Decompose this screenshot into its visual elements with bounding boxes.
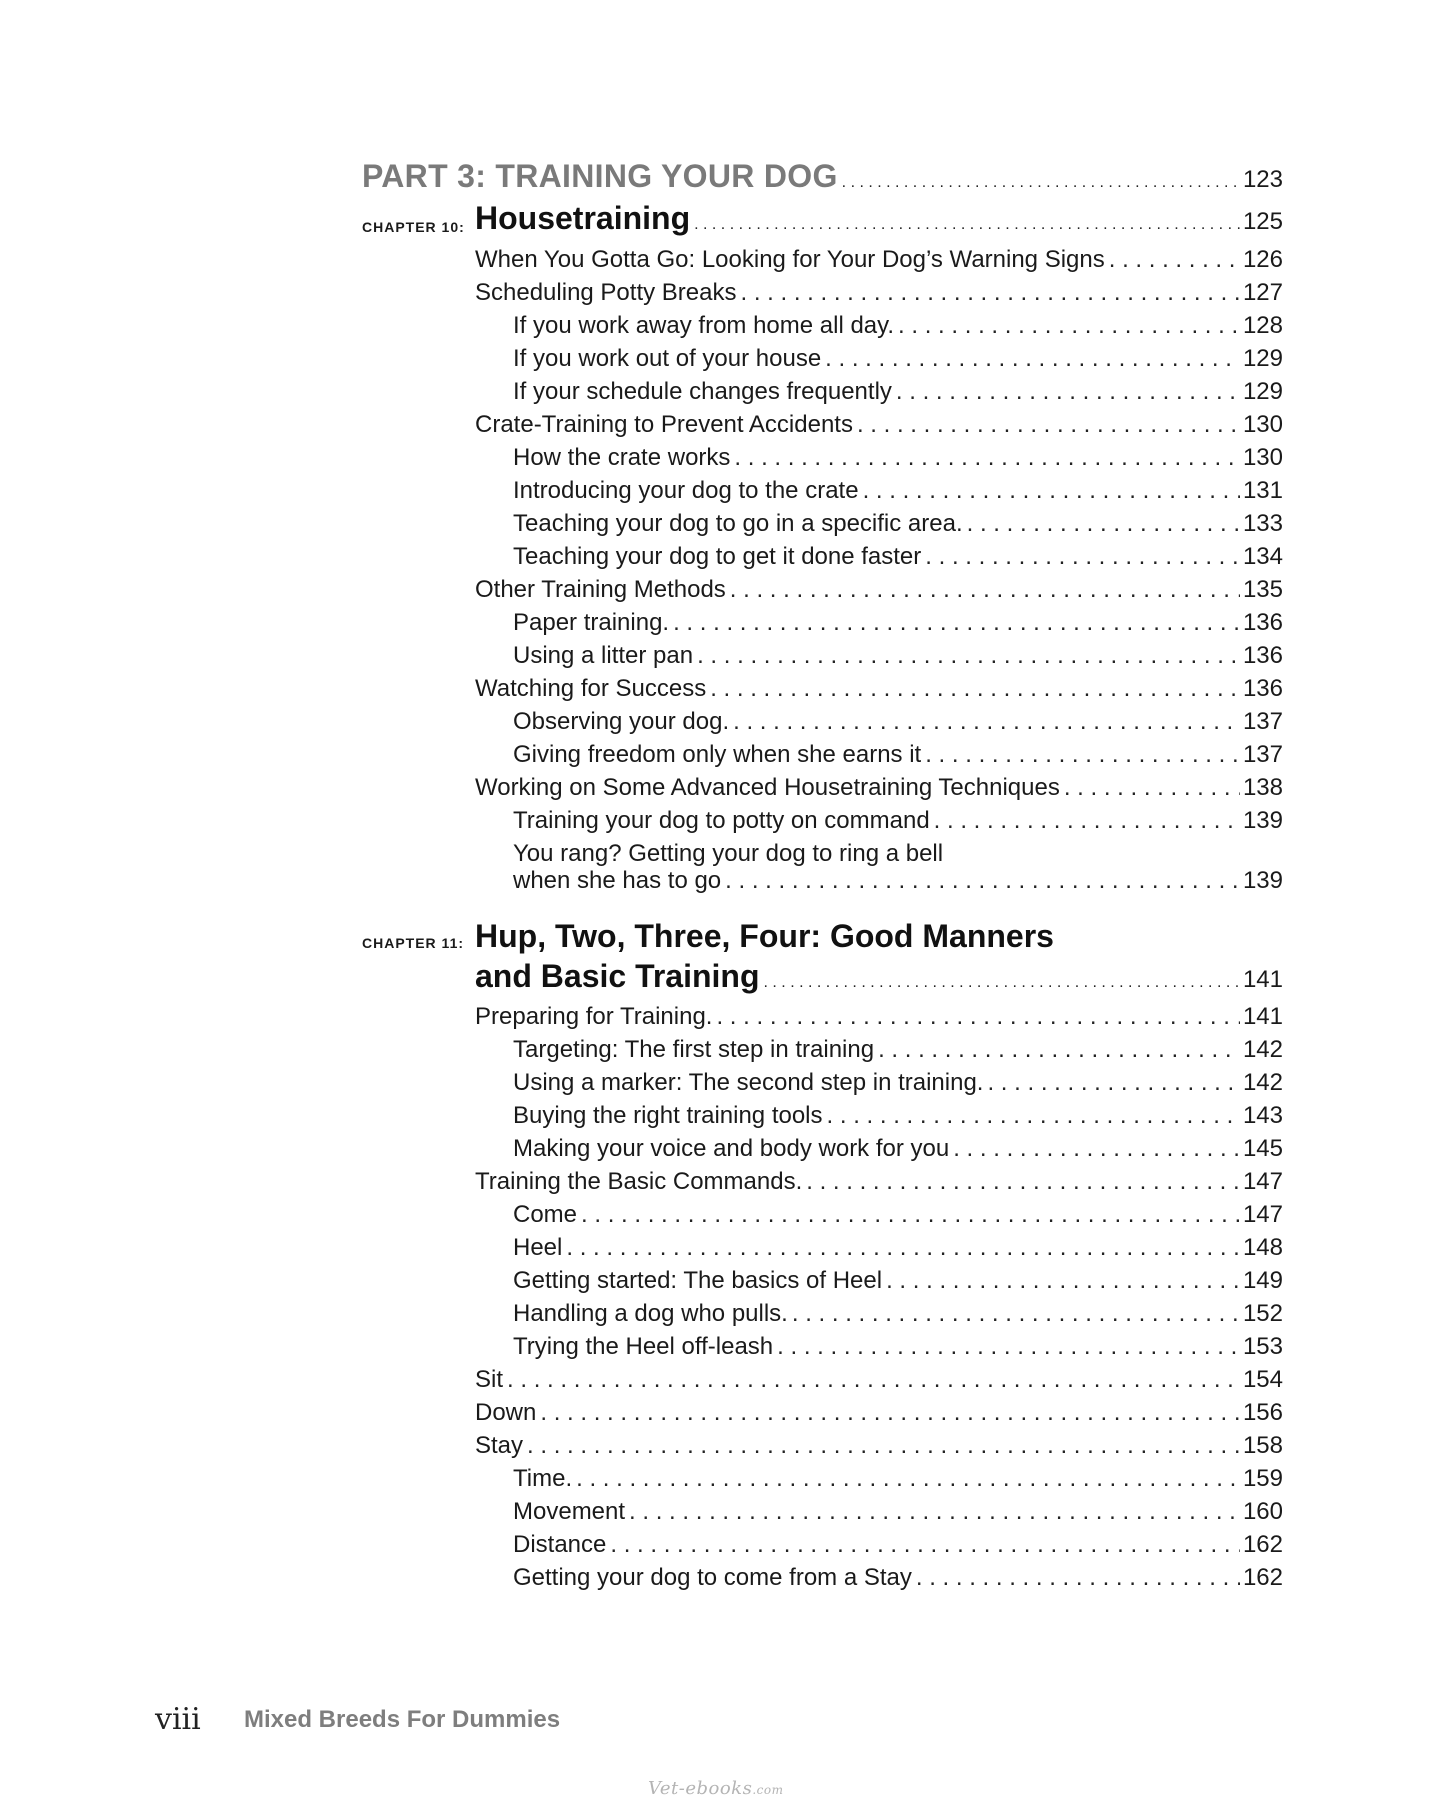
entry-title: How the crate works: [513, 444, 731, 471]
dot-leader: [576, 1465, 1240, 1493]
entry-title: Preparing for Training.: [475, 1003, 713, 1030]
dot-leader: [934, 807, 1240, 835]
dot-leader: [1109, 246, 1240, 274]
entry-page-number: 142: [1242, 1036, 1283, 1063]
toc-entry[interactable]: [475, 246, 1283, 276]
entry-page-number: 149: [1242, 1267, 1283, 1294]
dot-leader: [527, 1432, 1240, 1460]
toc-entry[interactable]: [513, 1564, 1283, 1594]
toc-entry[interactable]: [513, 345, 1283, 375]
toc-entry[interactable]: [513, 1135, 1283, 1165]
dot-leader: [581, 1201, 1240, 1229]
toc-entry[interactable]: [513, 1102, 1283, 1132]
entry-page-number: 137: [1242, 708, 1283, 735]
toc-entry[interactable]: [513, 1333, 1283, 1363]
entry-page-number: 138: [1242, 774, 1283, 801]
chapter-heading[interactable]: [475, 958, 1283, 1000]
entry-title: Observing your dog.: [513, 708, 730, 735]
toc-entry[interactable]: [513, 741, 1283, 771]
dot-leader: [716, 1003, 1239, 1031]
entry-title: If your schedule changes frequently: [513, 378, 892, 405]
entry-page-number: 131: [1242, 477, 1283, 504]
dot-leader: [878, 1036, 1240, 1064]
entry-page-number: 160: [1242, 1498, 1283, 1525]
entry-title: Heel: [513, 1234, 563, 1261]
toc-entry[interactable]: [513, 477, 1283, 507]
chapter-title: Housetraining: [475, 200, 691, 236]
entry-page-number: 129: [1242, 345, 1283, 372]
dot-leader: [694, 216, 1240, 234]
toc-entry[interactable]: [513, 1465, 1283, 1495]
entry-title: Time.: [513, 1465, 573, 1492]
entry-page-number: 145: [1242, 1135, 1283, 1162]
chapter-label: CHAPTER 10:: [362, 219, 465, 235]
entry-page-number: 136: [1242, 642, 1283, 669]
entry-title: Working on Some Advanced Housetraining Techniques: [475, 774, 1060, 801]
dot-leader: [925, 543, 1240, 571]
chapter-page-number: 141: [1242, 966, 1283, 993]
entry-title: Teaching your dog to go in a specific area.: [513, 510, 963, 537]
part-page-number: 123: [1242, 166, 1283, 193]
footer-book-title: Mixed Breeds For Dummies: [244, 1706, 561, 1733]
entry-page-number: 126: [1242, 246, 1283, 273]
dot-leader: [777, 1333, 1240, 1361]
toc-entry[interactable]: [513, 867, 1283, 897]
toc-entry[interactable]: [475, 1003, 1283, 1033]
entry-page-number: 135: [1242, 576, 1283, 603]
dot-leader: [1064, 774, 1240, 802]
entry-title: Distance: [513, 1531, 607, 1558]
dot-leader: [863, 477, 1240, 505]
entry-title: Teaching your dog to get it done faster: [513, 543, 922, 570]
dot-leader: [827, 1102, 1240, 1130]
chapter-title: and Basic Training: [475, 958, 760, 994]
entry-title: Introducing your dog to the crate: [513, 477, 859, 504]
entry-title: Training your dog to potty on command: [513, 807, 930, 834]
toc-entry[interactable]: [513, 1201, 1283, 1231]
dot-leader: [507, 1366, 1240, 1394]
dot-leader: [540, 1399, 1240, 1427]
dot-leader: [967, 510, 1240, 538]
entry-page-number: 147: [1242, 1201, 1283, 1228]
toc-entry[interactable]: [475, 279, 1283, 309]
toc-entry[interactable]: [513, 1498, 1283, 1528]
entry-title: Getting your dog to come from a Stay: [513, 1564, 912, 1591]
entry-page-number: 139: [1242, 807, 1283, 834]
toc-entry[interactable]: [513, 543, 1283, 573]
toc-entry[interactable]: [513, 378, 1283, 408]
dot-leader: [733, 708, 1240, 736]
entry-title: Trying the Heel off-leash: [513, 1333, 774, 1360]
footer-page-number: viii: [155, 1702, 201, 1737]
dot-leader: [740, 279, 1239, 307]
entry-title: Training the Basic Commands.: [475, 1168, 803, 1195]
entry-title: Sit: [475, 1366, 504, 1393]
entry-page-number: 136: [1242, 675, 1283, 702]
entry-title: Down: [475, 1399, 537, 1426]
dot-leader: [842, 174, 1240, 192]
toc-entry[interactable]: [513, 1069, 1283, 1099]
entry-page-number: 162: [1242, 1531, 1283, 1558]
chapter-heading[interactable]: [475, 200, 1283, 242]
entry-title: Using a litter pan: [513, 642, 694, 669]
entry-page-number: 142: [1242, 1069, 1283, 1096]
toc-entry[interactable]: [513, 642, 1283, 672]
dot-leader: [987, 1069, 1239, 1097]
entry-page-number: 143: [1242, 1102, 1283, 1129]
entry-title: Other Training Methods: [475, 576, 726, 603]
entry-page-number: 134: [1242, 543, 1283, 570]
part-title: PART 3: TRAINING YOUR DOG: [362, 158, 838, 194]
dot-leader: [764, 974, 1240, 992]
toc-entry[interactable]: [513, 1036, 1283, 1066]
entry-page-number: 129: [1242, 378, 1283, 405]
entry-page-number: 136: [1242, 609, 1283, 636]
dot-leader: [896, 378, 1240, 406]
chapter-label: CHAPTER 11:: [362, 935, 465, 951]
toc-entry[interactable]: [513, 609, 1283, 639]
toc-entry[interactable]: [475, 1366, 1283, 1396]
toc-entry[interactable]: [475, 675, 1283, 705]
entry-title: Come: [513, 1201, 578, 1228]
dot-leader: [566, 1234, 1240, 1262]
toc-entry[interactable]: [475, 576, 1283, 606]
toc-entry[interactable]: [475, 411, 1283, 441]
entry-title: Using a marker: The second step in training.: [513, 1069, 984, 1096]
entry-page-number: 158: [1242, 1432, 1283, 1459]
entry-page-number: 159: [1242, 1465, 1283, 1492]
entry-title: when she has to go: [513, 867, 722, 894]
dot-leader: [792, 1300, 1240, 1328]
watermark-domain: .com: [752, 1783, 784, 1797]
chapter-page-number: 125: [1242, 208, 1283, 235]
entry-page-number: 127: [1242, 279, 1283, 306]
entry-page-number: 139: [1242, 867, 1283, 894]
entry-title: Getting started: The basics of Heel: [513, 1267, 883, 1294]
dot-leader: [673, 609, 1240, 637]
dot-leader: [629, 1498, 1240, 1526]
toc-entry[interactable]: [513, 444, 1283, 474]
dot-leader: [725, 867, 1240, 895]
toc-entry[interactable]: [513, 708, 1283, 738]
entry-page-number: 128: [1242, 312, 1283, 339]
entry-page-number: 153: [1242, 1333, 1283, 1360]
entry-page-number: 152: [1242, 1300, 1283, 1327]
entry-page-number: 162: [1242, 1564, 1283, 1591]
toc-entry[interactable]: [475, 1399, 1283, 1429]
entry-title: When You Gotta Go: Looking for Your Dog’s Warning Signs: [475, 246, 1105, 273]
toc-entry[interactable]: [475, 774, 1283, 804]
toc-entry[interactable]: [513, 1300, 1283, 1330]
entry-title: Paper training.: [513, 609, 670, 636]
entry-title: Crate-Training to Prevent Accidents: [475, 411, 853, 438]
dot-leader: [610, 1531, 1240, 1559]
dot-leader: [925, 741, 1240, 769]
dot-leader: [886, 1267, 1240, 1295]
entry-title: Targeting: The first step in training: [513, 1036, 875, 1063]
dot-leader: [806, 1168, 1240, 1196]
toc-entry[interactable]: [475, 1168, 1283, 1198]
entry-title: Stay: [475, 1432, 524, 1459]
entry-page-number: 156: [1242, 1399, 1283, 1426]
dot-leader: [953, 1135, 1240, 1163]
chapter-title-line1[interactable]: Hup, Two, Three, Four: Good Manners: [475, 918, 1054, 954]
toc-entry[interactable]: [475, 1432, 1283, 1462]
dot-leader: [710, 675, 1240, 703]
entry-title: If you work away from home all day.: [513, 312, 895, 339]
entry-page-number: 133: [1242, 510, 1283, 537]
entry-page-number: 147: [1242, 1168, 1283, 1195]
toc-entry[interactable]: [513, 1531, 1283, 1561]
entry-page-number: 141: [1242, 1003, 1283, 1030]
entry-page-number: 148: [1242, 1234, 1283, 1261]
watermark-name: Vet-ebooks: [648, 1778, 753, 1799]
toc-entry[interactable]: [513, 1234, 1283, 1264]
entry-title-line1[interactable]: You rang? Getting your dog to ring a bell: [513, 840, 944, 867]
part-heading[interactable]: [362, 158, 1283, 198]
dot-leader: [697, 642, 1240, 670]
dot-leader: [730, 576, 1240, 604]
entry-page-number: 130: [1242, 411, 1283, 438]
entry-title: Scheduling Potty Breaks: [475, 279, 737, 306]
entry-title: Buying the right training tools: [513, 1102, 823, 1129]
entry-title: Making your voice and body work for you: [513, 1135, 950, 1162]
entry-page-number: 130: [1242, 444, 1283, 471]
dot-leader: [825, 345, 1240, 373]
toc-entry[interactable]: [513, 1267, 1283, 1297]
entry-title: Handling a dog who pulls.: [513, 1300, 788, 1327]
toc-entry[interactable]: [513, 807, 1283, 837]
entry-title: If you work out of your house: [513, 345, 822, 372]
dot-leader: [734, 444, 1240, 472]
entry-page-number: 154: [1242, 1366, 1283, 1393]
dot-leader: [898, 312, 1240, 340]
entry-title: Giving freedom only when she earns it: [513, 741, 922, 768]
toc-entry[interactable]: [513, 312, 1283, 342]
entry-title: Watching for Success: [475, 675, 707, 702]
entry-title: Movement: [513, 1498, 626, 1525]
watermark-logo: [648, 1778, 783, 1799]
toc-entry[interactable]: [513, 510, 1283, 540]
dot-leader: [857, 411, 1240, 439]
entry-page-number: 137: [1242, 741, 1283, 768]
dot-leader: [916, 1564, 1240, 1592]
